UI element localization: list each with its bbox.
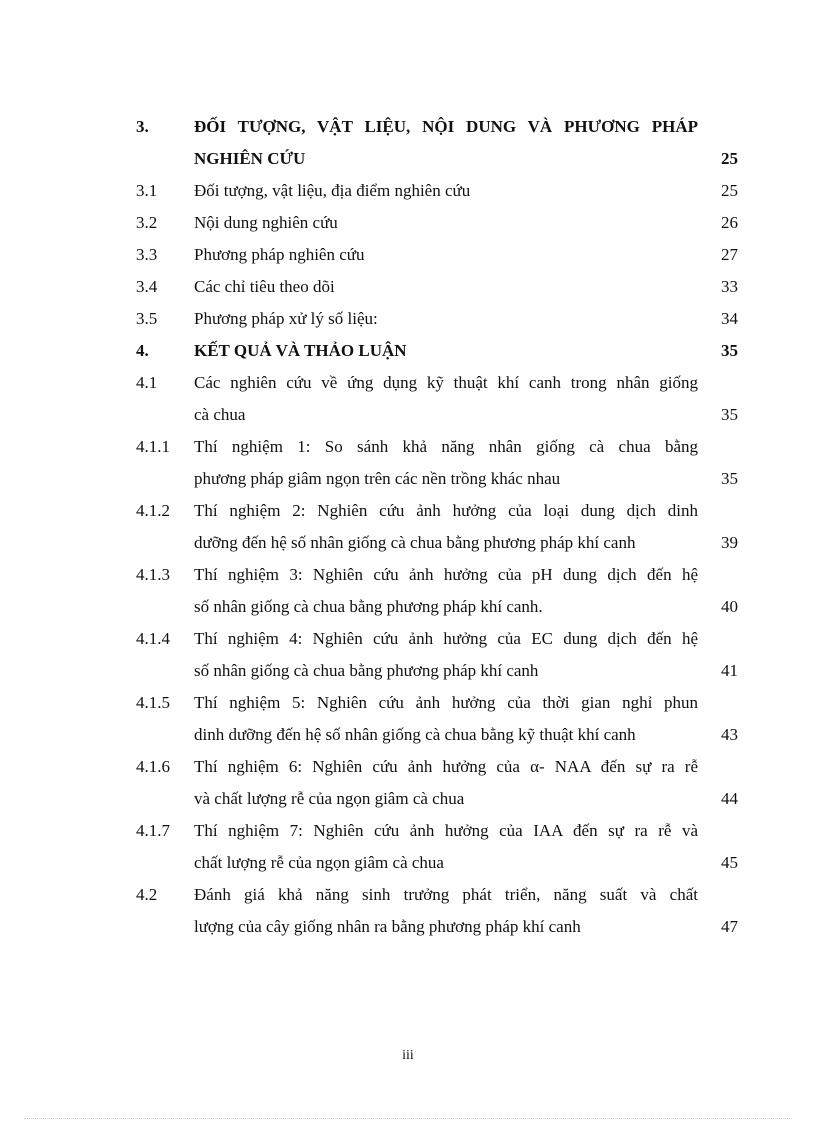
toc-entry-title-line: Thí nghiệm 3: Nghiên cứu ảnh hưởng của pH dung dịch đến hệ xyxy=(194,565,698,584)
toc-entry-number: 4.1.1 xyxy=(136,437,170,456)
toc-entry-title-line: Thí nghiệm 6: Nghiên cứu ảnh hưởng của α- NAA đến sự ra rễ xyxy=(194,757,698,776)
toc-entry-title-line: Đánh giá khả năng sinh trưởng phát triển, năng suất và chất xyxy=(194,885,698,904)
toc-entry-title-line: Thí nghiệm 5: Nghiên cứu ảnh hưởng của thời gian nghỉ phun xyxy=(194,693,698,712)
toc-entry-title-line: dưỡng đến hệ số nhân giống cà chua bằng phương pháp khí canh xyxy=(194,533,636,552)
toc-entry-number: 4.2 xyxy=(136,885,158,904)
toc-entry-title-line: số nhân giống cà chua bằng phương pháp khí canh. xyxy=(194,597,543,616)
toc-entry-page: 47 xyxy=(721,917,738,936)
page-number: iii xyxy=(402,1048,414,1063)
toc-entry-title xyxy=(194,367,738,431)
toc-entry-title-line: KẾT QUẢ VÀ THẢO LUẬN xyxy=(194,341,407,360)
toc-entry-title-line: Thí nghiệm 4: Nghiên cứu ảnh hưởng của EC dung dịch đến hệ xyxy=(194,629,698,648)
toc-entry-number: 3. xyxy=(136,117,149,136)
toc-entry-title-line: Đối tượng, vật liệu, địa điểm nghiên cứu xyxy=(194,181,471,200)
toc-entry-page: 25 xyxy=(721,181,738,200)
toc-entry-title xyxy=(194,431,738,495)
toc-entry-number: 4.1.6 xyxy=(136,757,170,776)
toc-entry-title xyxy=(194,815,738,879)
toc-entry-number: 4.1.4 xyxy=(136,629,170,648)
toc-entry xyxy=(136,623,738,687)
toc-entry-title xyxy=(194,271,738,303)
toc-entry-number: 3.1 xyxy=(136,181,158,200)
toc-entry xyxy=(136,335,738,367)
toc-entry-title-line: lượng của cây giống nhân ra bằng phương pháp khí canh xyxy=(194,917,581,936)
toc-entry-title xyxy=(194,303,738,335)
toc-entry xyxy=(136,431,738,495)
toc-entry-title xyxy=(194,751,738,815)
toc-entry-page: 40 xyxy=(721,597,738,616)
toc-entry xyxy=(136,687,738,751)
toc-entry-number: 4.1.3 xyxy=(136,565,170,584)
toc-entry xyxy=(136,751,738,815)
toc-entry-title-line: Thí nghiệm 2: Nghiên cứu ảnh hưởng của loại dung dịch dinh xyxy=(194,501,698,520)
toc-entry-page: 45 xyxy=(721,853,738,872)
toc-entry-title-line: Thí nghiệm 7: Nghiên cứu ảnh hưởng của IAA đến sự ra rễ và xyxy=(194,821,698,840)
toc-entry-title-line: chất lượng rễ của ngọn giâm cà chua xyxy=(194,853,444,872)
toc-entry-title-line: Các nghiên cứu về ứng dụng kỹ thuật khí canh trong nhân giống xyxy=(194,373,698,392)
toc-entry xyxy=(136,495,738,559)
toc-entry-title xyxy=(194,879,738,943)
toc-entry-title xyxy=(194,111,738,175)
toc-entry xyxy=(136,111,738,175)
toc-entry-page: 34 xyxy=(721,309,738,328)
toc-entry-page: 35 xyxy=(721,405,738,424)
toc-entry-title xyxy=(194,623,738,687)
toc-entry-title-line: Phương pháp xử lý số liệu: xyxy=(194,309,378,328)
toc-entry xyxy=(136,879,738,943)
toc-entry-title xyxy=(194,687,738,751)
toc-entry-title-line: số nhân giống cà chua bằng phương pháp khí canh xyxy=(194,661,539,680)
toc-entry xyxy=(136,303,738,335)
toc-entry-page: 26 xyxy=(721,213,738,232)
toc-entry xyxy=(136,175,738,207)
toc-entry-number: 3.2 xyxy=(136,213,158,232)
toc-entry-title-line: dinh dưỡng đến hệ số nhân giống cà chua bằng kỹ thuật khí canh xyxy=(194,725,636,744)
toc-entry-page: 39 xyxy=(721,533,738,552)
toc-entry-title xyxy=(194,335,738,367)
toc-entry xyxy=(136,559,738,623)
toc-entry xyxy=(136,239,738,271)
toc-entry-number: 4. xyxy=(136,341,149,360)
toc-entry-number: 4.1 xyxy=(136,373,158,392)
toc-entry-title xyxy=(194,207,738,239)
toc-entry-page: 41 xyxy=(721,661,738,680)
page-bottom-divider xyxy=(24,1118,792,1119)
toc-entry-title xyxy=(194,175,738,207)
toc-entry-title-line: Nội dung nghiên cứu xyxy=(194,213,338,232)
toc-entry xyxy=(136,207,738,239)
toc-entry-title-line: cà chua xyxy=(194,405,246,424)
toc-entry xyxy=(136,815,738,879)
toc-entry-number: 3.3 xyxy=(136,245,158,264)
toc-entry-number: 3.5 xyxy=(136,309,158,328)
toc-entry-number: 4.1.5 xyxy=(136,693,170,712)
toc-entry-title-line: và chất lượng rễ của ngọn giâm cà chua xyxy=(194,789,465,808)
toc-entry xyxy=(136,367,738,431)
toc-entry-page: 33 xyxy=(721,277,738,296)
toc-entry-title-line: Thí nghiệm 1: So sánh khả năng nhân giống cà chua bằng xyxy=(194,437,698,456)
toc-entry-page: 27 xyxy=(721,245,738,264)
toc-entry-number: 3.4 xyxy=(136,277,158,296)
table-of-contents xyxy=(136,111,738,943)
toc-entry-page: 43 xyxy=(721,725,738,744)
toc-entry-title xyxy=(194,495,738,559)
toc-entry-page: 44 xyxy=(721,789,738,808)
toc-entry-title-line: phương pháp giâm ngọn trên các nền trồng khác nhau xyxy=(194,469,561,488)
toc-entry-number: 4.1.2 xyxy=(136,501,170,520)
toc-entry-title-line: NGHIÊN CỨU xyxy=(194,149,306,168)
toc-entry-page: 35 xyxy=(721,341,738,360)
toc-entry-page: 25 xyxy=(721,149,738,168)
toc-entry-title-line: ĐỐI TƯỢNG, VẬT LIỆU, NỘI DUNG VÀ PHƯƠNG PHÁP xyxy=(194,117,698,136)
toc-entry-title xyxy=(194,559,738,623)
toc-entry-number: 4.1.7 xyxy=(136,821,170,840)
toc-entry-title xyxy=(194,239,738,271)
toc-entry-title-line: Các chỉ tiêu theo dõi xyxy=(194,277,335,296)
toc-entry xyxy=(136,271,738,303)
toc-entry-page: 35 xyxy=(721,469,738,488)
toc-entry-title-line: Phương pháp nghiên cứu xyxy=(194,245,365,264)
